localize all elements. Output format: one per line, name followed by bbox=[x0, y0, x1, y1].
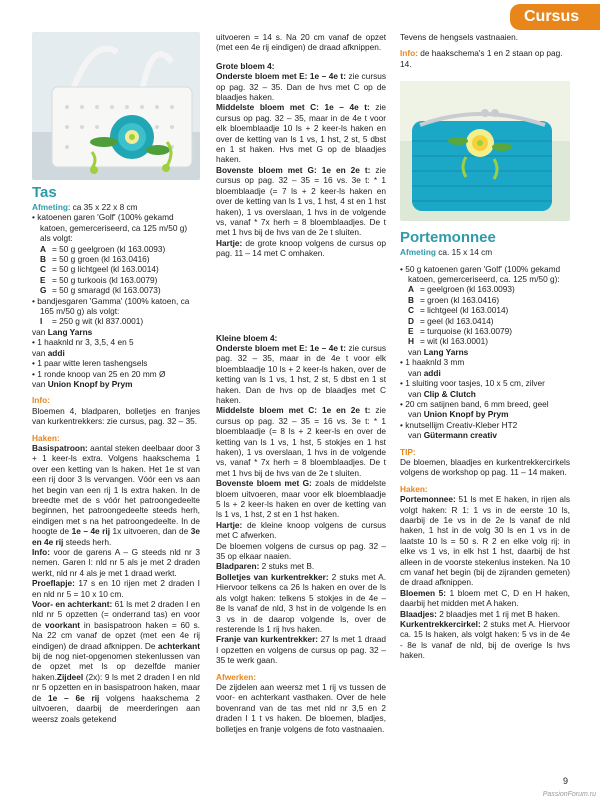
portemonnee-haken: Portemonnee: 51 ls met E haken, in rijen als volgt haken: R 1: 1 vs in de eerste 10 ls, daarbij de 1e vs in de 2e ls vanaf de nld haken, 1 hst in de volg 30 ls en 1 vs in de laatste 10 ls = 50 s. R 2 en elke volg rij: in elke vs 1 vs, in elk hst 1 hst, daarbij de hst alleen in de voorste stekenlus insteken. Na 10 cm vanaf het begin (bij de zijranden gemeten) de draad afknippen. bbox=[400, 494, 570, 588]
list-item: B = 50 g groen (kl 163.0416) bbox=[40, 254, 150, 265]
bloemen-naaien: De bloemen volgens de cursus op pag. 32 – 35 op elkaar naaien. bbox=[216, 540, 386, 562]
kleine-bloem-heading: Kleine bloem 4: bbox=[216, 332, 278, 343]
purse-illustration bbox=[400, 81, 570, 221]
portemonnee-yarn-list bbox=[400, 284, 570, 346]
portemonnee-brand-gutermann: van Gütermann creativ bbox=[408, 430, 498, 441]
col3-info: Info: de haakschema's 1 en 2 staan op pag. 14. bbox=[400, 48, 563, 69]
list-item: E = 50 g turkoois (kl 163.0079) bbox=[40, 274, 158, 285]
bolletjes: Bolletjes van kurkentrekker: 2 stuks met A. Hiervoor telkens ca 26 ls haken en over de ls als volgt haken: telkens 5 stokjes in de 4e – 8e ls vanaf de nld, 3 hst in de volgende ls en 3 vs in de daarop volgende ls, over de resterende ls 1 rij hvs haken. bbox=[216, 571, 386, 634]
portemonnee-tool: • 1 haaknld 3 mm bbox=[400, 357, 465, 368]
list-item: E = turquoise (kl 163.0079) bbox=[408, 326, 513, 337]
kleine-bloem-e: Onderste bloem met E: 1e – 4e t: zie cursus pag. 32 – 35, maar in de 4e t voor elk bloemblaadje 10 ls + 2 keer-ls haken, over de ketting van ls 1 vs, 1 hst, 2 st, 5 dbst en 1 st haken. Dan de hvs op de blaadjes met C haken. bbox=[216, 342, 386, 405]
kleine-bloem-g: Bovenste bloem met G: zoals de middelste bloem uitvoeren, maar voor elk bloemblaadje 5 ls + 2 keer-ls haken en over de ketting van ls 1 vs, 1 hst, 2 st en 1 hst haken. bbox=[216, 478, 386, 520]
tas-afmeting-value: : ca 35 x 22 x 8 cm bbox=[67, 202, 138, 212]
col3-intro: Tevens de hengsels vastnaaien. bbox=[400, 32, 519, 42]
afwerken-text: De zijdelen aan weersz met 1 rij vs tussen de voor- en achterkant vasthaken. Over de hele bovenrand van de tas met nld nr 3,5 en 2 draden I 1 t vs haken. De bloemen, bladjes, bolletjes en franje volgens de foto vastnaaien. bbox=[216, 681, 386, 734]
tas-materials-intro: • katoenen garen 'Golf' (100% gekamd katoen, gemerceriseerd, ca 125 m/50 g) als volgt: bbox=[32, 212, 188, 244]
portemonnee-ribbon: • 20 cm satijnen band, 6 mm breed, geel bbox=[400, 398, 549, 409]
tas-gamma-text: • bandjesgaren 'Gamma' (100% katoen, ca 165 m/50 g) als volgt: bbox=[32, 295, 190, 317]
column-portemonnee bbox=[400, 32, 570, 661]
tas-haken-heading: Haken: bbox=[32, 432, 60, 443]
tas-gamma-yarn: I = 250 g wit (kl 837.0001) bbox=[40, 316, 144, 327]
portemonnee-afmeting-value: ca. 15 x 14 cm bbox=[435, 247, 493, 258]
tas-brand-addi: van addi bbox=[32, 347, 65, 358]
grote-bloem-heading: Grote bloem 4: bbox=[216, 60, 275, 71]
page-number: 9 bbox=[562, 776, 568, 786]
bloemen5: Bloemen 5: 1 bloem met C, D en H haken, daarbij het midden met A haken. bbox=[400, 587, 570, 609]
list-item: C = 50 g lichtgeel (kl 163.0014) bbox=[40, 264, 159, 275]
section-tab bbox=[510, 4, 600, 30]
franje: Franje van kurkentrekker: 27 ls met 1 draad I opzetten en volgens de cursus op pag. 32 – 35 te werk gaan. bbox=[216, 634, 386, 666]
tas-brand-lang: van Lang Yarns bbox=[32, 326, 93, 337]
list-item: A = geelgroen (kl 163.0093) bbox=[408, 284, 515, 295]
grote-bloem-g: Bovenste bloem met G: 1e en 2e t: zie cursus op pag. 32 – 35 = 16 vs. 3e t: * 1 bloemblaadje (= 7 ls + 2 keer-ls haken en over de ketting van ls 1 vs, 1 hst, 4 st en 1 hst haken), 1 vs overslaan, 1 hvs in de volgende vs, vanaf * 7x herh = 8 bloemblaadjes. De t met 1 hvs bij de hvs van de 2e t sluiten. bbox=[216, 164, 386, 238]
kleine-bloem-hartje: Hartje: de kleine knoop volgens de cursus met C afwerken. bbox=[216, 519, 386, 541]
bladparen: Bladparen: 2 stuks met B. bbox=[216, 561, 315, 572]
blaadjes: Blaadjes: 2 blaadjes met 1 rij met B haken. bbox=[400, 608, 561, 619]
section-tab-label: Cursus bbox=[524, 8, 580, 25]
portemonnee-clasp: • 1 sluiting voor tasjes, 10 x 5 cm, zilver bbox=[400, 378, 545, 389]
portemonnee-afmeting-label: Afmeting bbox=[400, 247, 436, 258]
tas-proeflapje: Proeflapje: 17 s en 10 rijen met 2 draden I en nld nr 5 = 10 x 10 cm. bbox=[32, 578, 200, 599]
list-item: G = 50 g smaragd (kl 163.0073) bbox=[40, 285, 161, 296]
bag-photo bbox=[32, 32, 200, 180]
bag-illustration bbox=[32, 32, 200, 180]
tas-info-text: Bloemen 4, bladparen, bolletjes en franjes van kurkentrekkers: zie cursus, pag. 32 – 35. bbox=[32, 405, 200, 427]
tip-text: De bloemen, blaadjes en kurkentrekkercirkels volgens de workshop op pag. 11 – 14 maken. bbox=[400, 456, 570, 478]
tas-extra-item: • 1 paar witte leren tashengsels bbox=[32, 358, 148, 369]
column-bloemen bbox=[216, 32, 386, 734]
grote-bloem-e: Onderste bloem met E: 1e – 4e t: zie cursus op pag. 32 – 35. Dan de hvs met C op de blaadjes haken. bbox=[216, 71, 386, 103]
tas-title: Tas bbox=[32, 184, 57, 201]
tas-basispatroon: Basispatroon: aantal steken deelbaar door 3 + 1 keer-ls extra. Volgens haakschema 1 over een ketting van ls haken. Het 1e st van een rij door 3 ls vervangen. Vóór een vs aan het begin van een rij 1 ls extra haken. In de breedte met de s vóór het patroongedeelte beginnen, het patroongedeelte steeds herh, eindigen met s na het patroongedeelte. In de hoogte de 1e – 4e rij 1x uitvoeren, dan de 3e en 4e rij steeds herh. bbox=[32, 442, 201, 547]
portemonnee-brand-lang: van Lang Yarns bbox=[408, 346, 469, 357]
portemonnee-glue: • knutsellijm Creativ-Kleber HT2 bbox=[400, 419, 518, 430]
tas-voor-achterkant: Voor- en achterkant: 61 ls met 2 draden I en nld nr 5 opzetten (= onderrand tas) en voor de voorkant in basispatroon haken = 60 s. Na 22 cm vanaf de opzet (met een 4e rij eindigen) de draad afknippen. De achterkant bij de nog niet-opgenomen stekenlussen van de opzet met ls op dezelfde manier haken.Zijdeel (2x): 9 ls met 2 draden I en nld nr 5 opzetten en in basispatroon haken, maar de 1e – 6e rij volgens haakschema 2 uitvoeren, daarbij de meerderingen aan weersz zoals getekend bbox=[32, 599, 200, 724]
kleine-bloem-c: Middelste bloem met C: 1e en 2e t: zie cursus op pag. 32 – 35 = 16 vs. 3e t: * 1 bloemblaadje (= 8 ls + 2 keer-ls en over de ketting van ls 1 vs, 1 hst, 5 stokjes en 1 hst haken), 1 vs overslaan, 1 hvs in de volgende vs, vanaf * 7x herh = 8 bloemblaadjes. De t met 1 hvs bij de hvs van de 2e t sluiten. bbox=[216, 405, 386, 478]
col2-intro: uitvoeren = 14 s. Na 20 cm vanaf de opzet (met een 4e rij eindigen) de draad afknippen. bbox=[216, 32, 386, 53]
portemonnee-brand-addi: van addi bbox=[408, 367, 441, 378]
grote-bloem-hartje: Hartje: de grote knoop volgens de cursus op pag. 11 – 14 met C omhaken. bbox=[216, 237, 386, 259]
list-item: D = geel (kl 163.0414) bbox=[408, 315, 494, 326]
portemonnee-haken-heading: Haken: bbox=[400, 483, 428, 494]
portemonnee-title: Portemonnee bbox=[400, 229, 496, 247]
portemonnee-brand-union: van Union Knopf by Prym bbox=[408, 409, 509, 420]
watermark: PassionForum.ru bbox=[542, 791, 596, 798]
purse-photo bbox=[400, 81, 570, 221]
list-item: C = lichtgeel (kl 163.0014) bbox=[408, 305, 509, 316]
list-item: B = groen (kl 163.0416) bbox=[408, 294, 500, 305]
tas-info-heading: Info: bbox=[32, 395, 50, 406]
tas-yarn-list bbox=[32, 244, 200, 296]
kurkentrekkercirkel: Kurkentrekkercirkel: 2 stuks met A. Hiervoor ca. 15 ls haken, als volgt haken: 5 vs in de 4e - 8e ls vanaf de nld, bij de overige ls hvs haken. bbox=[400, 619, 570, 661]
grote-bloem-c: Middelste bloem met C: 1e – 4e t: zie cursus op pag. 32 – 35, maar in de 4e t voor elk bloemblaadje 10 ls + 2 keer-ls haken en over de ketting van ls 1 vs, 1 hst, 2 st, 5 dbst en 1 st haken. Hvs met G op de blaadjes haken. bbox=[216, 102, 386, 165]
tas-afmeting-label: Afmeting bbox=[32, 202, 68, 212]
tas-brand-union: van Union Knopf by Prym bbox=[32, 378, 133, 389]
tas-extra-item: • 1 ronde knoop van 25 en 20 mm Ø bbox=[32, 368, 166, 379]
list-item: A = 50 g geelgroen (kl 163.0093) bbox=[40, 243, 166, 254]
column-tas bbox=[32, 32, 200, 724]
afwerken-heading: Afwerken: bbox=[216, 671, 257, 682]
tas-info2: Info: voor de garens A – G steeds nld nr 3 nemen. Garen I: nld nr 5 als je met 2 draden werkt, nld nr 4 als je met 1 draad werkt. bbox=[32, 547, 200, 578]
list-item: H = wit (kl 163.0001) bbox=[408, 336, 489, 347]
tas-tool: • 1 haaknld nr 3, 3,5, 4 en 5 bbox=[32, 337, 134, 348]
portemonnee-brand-clutch: van Clip & Clutch bbox=[408, 388, 476, 399]
portemonnee-materials-intro: • 50 g katoenen garen 'Golf' (100% gekamd katoen, gemerceriseerd, ca. 125 m/50 g): bbox=[400, 263, 561, 285]
tip-heading: TIP: bbox=[400, 446, 416, 457]
